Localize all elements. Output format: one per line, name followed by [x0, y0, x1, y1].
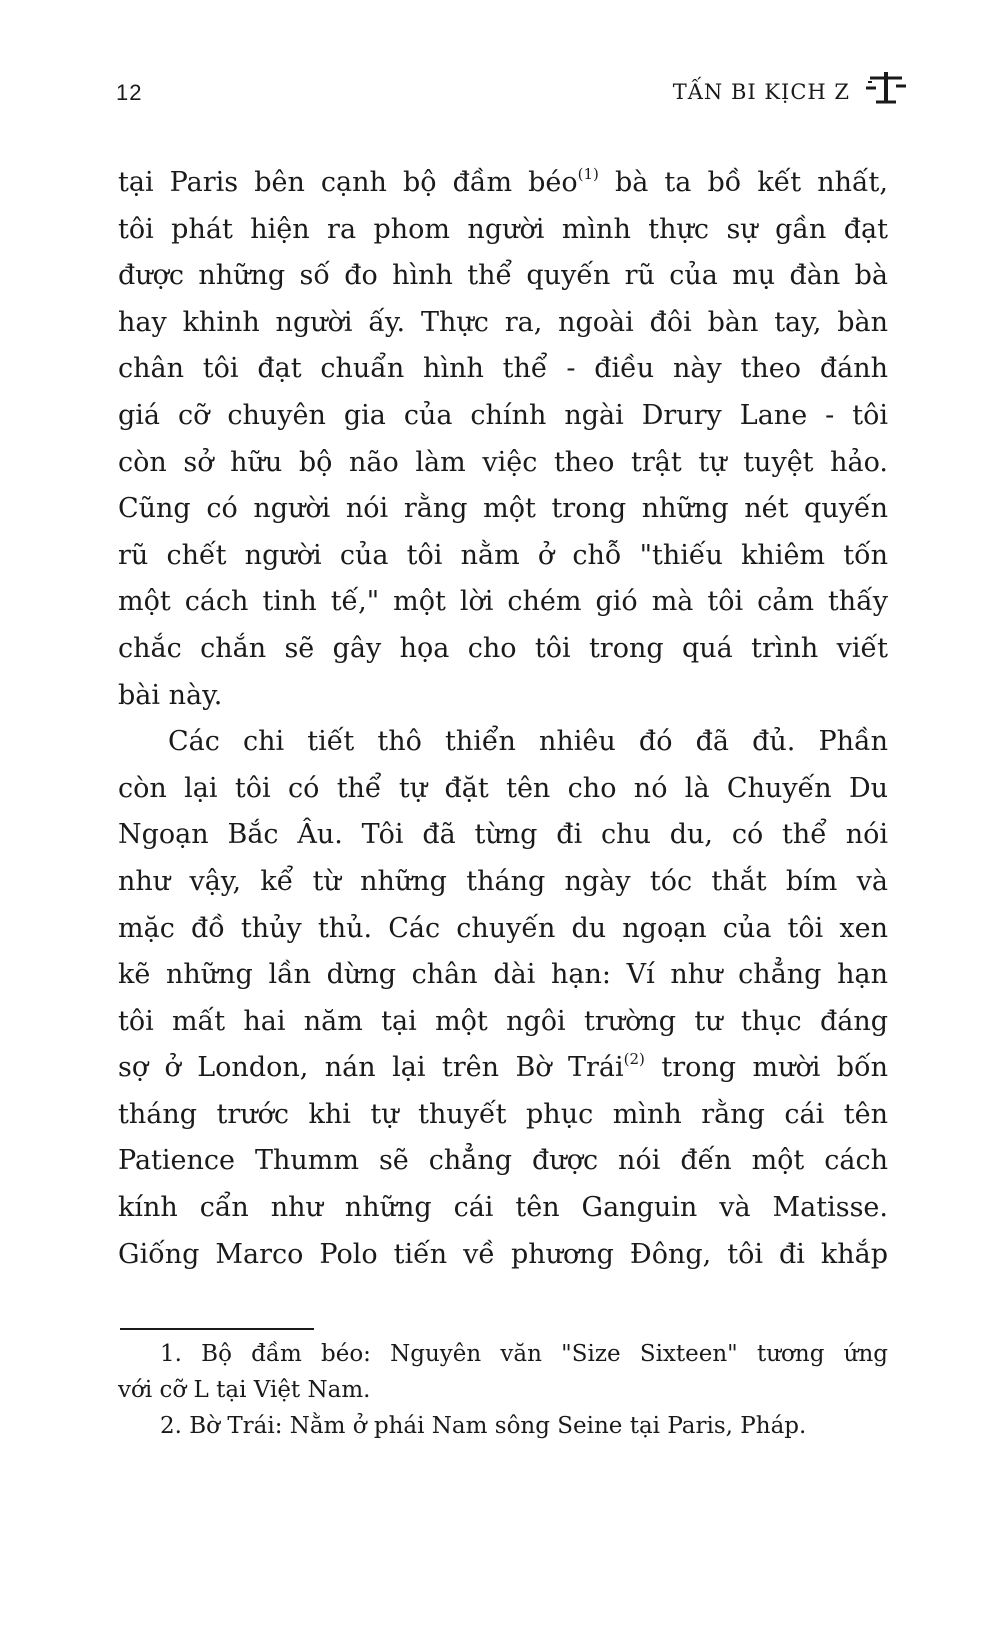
- text-line: như vậy, kể từ những tháng ngày tóc thắt bím và: [118, 865, 888, 897]
- footnote-ref: (1): [577, 165, 599, 183]
- text-line: giá cỡ chuyên gia của chính ngài Drury Lane - tôi: [118, 399, 888, 431]
- text-line: được những số đo hình thể quyến rũ của mụ đàn bà: [118, 260, 888, 292]
- text-line: [118, 160, 888, 207]
- text-line: Patience Thumm sẽ chẳng được nói đến một cách: [118, 1145, 888, 1177]
- footnote-1: [118, 1336, 888, 1408]
- footnote-line: 1. Bộ đầm béo: Nguyên văn "Size Sixteen" tương ứng: [160, 1341, 888, 1367]
- footnote-divider: [120, 1328, 314, 1330]
- text-line: Các chi tiết thô thiển nhiêu đó đã đủ. Phần: [168, 726, 888, 758]
- footnote-2: [118, 1408, 888, 1444]
- text-line: Giống Marco Polo tiến về phương Đông, tôi đi khắp: [118, 1238, 888, 1270]
- footnotes: [118, 1336, 888, 1444]
- text-line: còn sở hữu bộ não làm việc theo trật tự tuyệt hảo.: [118, 446, 888, 478]
- text-line: tháng trước khi tự thuyết phục mình rằng cái tên: [118, 1098, 888, 1130]
- scales-of-justice-icon: [864, 68, 908, 108]
- text-line: một cách tinh tế," một lời chém gió mà tôi cảm thấy: [118, 586, 888, 618]
- text-line: mặc đồ thủy thủ. Các chuyến du ngoạn của tôi xen: [118, 912, 888, 944]
- text-line: chân tôi đạt chuẩn hình thể - điều này theo đánh: [118, 353, 888, 385]
- text-line: hay khinh người ấy. Thực ra, ngoài đôi bàn tay, bàn: [118, 306, 888, 338]
- text-line: tôi mất hai năm tại một ngôi trường tư thục đáng: [118, 1005, 888, 1037]
- text-line: tôi phát hiện ra phom người mình thực sự gần đạt: [118, 213, 888, 245]
- text-line: rũ chết người của tôi nằm ở chỗ "thiếu khiêm tốn: [118, 539, 888, 571]
- footnote-line: với cỡ L tại Việt Nam.: [118, 1377, 371, 1403]
- text-line: Ngoạn Bắc Âu. Tôi đã từng đi chu du, có thể nói: [118, 819, 888, 851]
- text-line-start: sợ ở London, nán lại trên Bờ Trái: [118, 1052, 624, 1084]
- text-line: chắc chắn sẽ gây họa cho tôi trong quá trình viết: [118, 632, 888, 664]
- text-line: còn lại tôi có thể tự đặt tên cho nó là Chuyến Du: [118, 772, 888, 804]
- main-text: [118, 160, 888, 1278]
- text-line: [118, 1045, 888, 1092]
- text-line-start: tại Paris bên cạnh bộ đầm béo: [118, 167, 578, 198]
- paragraph-2: [118, 719, 888, 1278]
- paragraph-1: [118, 160, 888, 719]
- running-header: TẤN BI KỊCH Z: [672, 80, 850, 104]
- text-line: kẽ những lần dừng chân dài hạn: Ví như chẳng hạn: [118, 959, 888, 991]
- text-line: kính cẩn như những cái tên Ganguin và Matisse.: [118, 1192, 888, 1224]
- text-line: bài này.: [118, 679, 223, 711]
- text-line: Cũng có người nói rằng một trong những nét quyến: [118, 493, 888, 525]
- page-number: 12: [116, 80, 143, 105]
- text-line-end: bà ta bồ kết nhất,: [598, 167, 888, 198]
- footnote-ref: (2): [623, 1050, 645, 1069]
- text-line-end: trong mười bốn: [644, 1052, 888, 1084]
- footnote-line: 2. Bờ Trái: Nằm ở phái Nam sông Seine tại Paris, Pháp.: [160, 1413, 807, 1439]
